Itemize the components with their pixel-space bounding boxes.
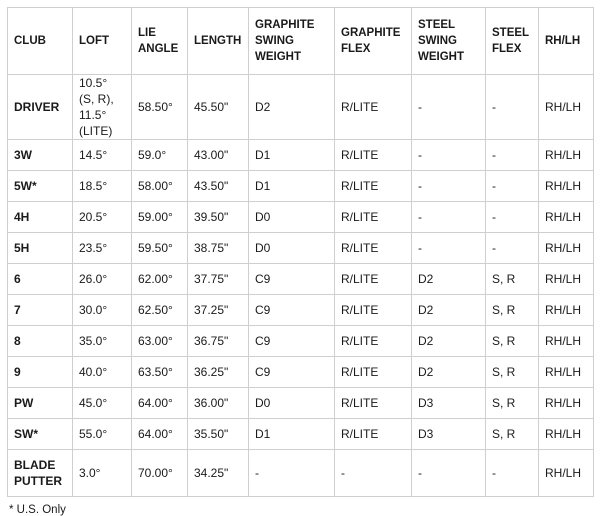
cell-club: SW* (8, 419, 73, 450)
table-row (8, 295, 594, 326)
cell-rh-lh: RH/LH (539, 171, 594, 202)
cell-length: 43.00" (188, 140, 249, 171)
cell-graphite-swing-weight: C9 (249, 264, 335, 295)
cell-steel-flex: - (486, 233, 539, 264)
cell-rh-lh: RH/LH (539, 326, 594, 357)
cell-steel-flex: S, R (486, 419, 539, 450)
cell-loft: 26.0° (73, 264, 132, 295)
footnote: * U.S. Only (9, 504, 66, 516)
cell-lie-angle: 70.00° (132, 450, 188, 497)
cell-graphite-swing-weight: - (249, 450, 335, 497)
cell-loft: 18.5° (73, 171, 132, 202)
cell-rh-lh: RH/LH (539, 202, 594, 233)
cell-rh-lh: RH/LH (539, 75, 594, 140)
cell-graphite-swing-weight: D0 (249, 202, 335, 233)
cell-steel-swing-weight: - (412, 202, 486, 233)
cell-length: 36.75" (188, 326, 249, 357)
cell-rh-lh: RH/LH (539, 264, 594, 295)
cell-graphite-swing-weight: D1 (249, 171, 335, 202)
cell-steel-swing-weight: - (412, 450, 486, 497)
club-specs-table (7, 7, 594, 497)
table-row (8, 264, 594, 295)
cell-rh-lh: RH/LH (539, 357, 594, 388)
cell-club: BLADE PUTTER (8, 450, 73, 497)
cell-lie-angle: 63.50° (132, 357, 188, 388)
cell-steel-swing-weight: - (412, 140, 486, 171)
cell-loft: 10.5° (S, R), 11.5° (LITE) (73, 75, 132, 140)
cell-lie-angle: 64.00° (132, 388, 188, 419)
cell-steel-flex: - (486, 202, 539, 233)
cell-graphite-flex: R/LITE (335, 140, 412, 171)
cell-steel-flex: - (486, 140, 539, 171)
cell-club: DRIVER (8, 75, 73, 140)
header-length: LENGTH (188, 8, 249, 75)
cell-graphite-swing-weight: D0 (249, 388, 335, 419)
cell-lie-angle: 64.00° (132, 419, 188, 450)
cell-lie-angle: 58.50° (132, 75, 188, 140)
header-steel-swing-weight: STEEL SWING WEIGHT (412, 8, 486, 75)
cell-length: 36.00" (188, 388, 249, 419)
cell-steel-swing-weight: - (412, 171, 486, 202)
cell-graphite-swing-weight: D0 (249, 233, 335, 264)
cell-graphite-swing-weight: C9 (249, 357, 335, 388)
cell-graphite-flex: R/LITE (335, 171, 412, 202)
cell-steel-swing-weight: D3 (412, 388, 486, 419)
cell-club: 5W* (8, 171, 73, 202)
cell-club: 3W (8, 140, 73, 171)
cell-steel-flex: - (486, 75, 539, 140)
cell-steel-flex: S, R (486, 326, 539, 357)
cell-loft: 35.0° (73, 326, 132, 357)
cell-graphite-flex: R/LITE (335, 419, 412, 450)
header-club: CLUB (8, 8, 73, 75)
cell-graphite-swing-weight: D1 (249, 140, 335, 171)
cell-steel-swing-weight: D3 (412, 419, 486, 450)
cell-lie-angle: 59.0° (132, 140, 188, 171)
cell-lie-angle: 58.00° (132, 171, 188, 202)
table-row (8, 75, 594, 140)
cell-loft: 55.0° (73, 419, 132, 450)
header-steel-flex: STEEL FLEX (486, 8, 539, 75)
cell-lie-angle: 62.00° (132, 264, 188, 295)
header-row (8, 8, 594, 75)
cell-steel-flex: - (486, 450, 539, 497)
cell-steel-swing-weight: D2 (412, 326, 486, 357)
cell-length: 34.25" (188, 450, 249, 497)
cell-loft: 40.0° (73, 357, 132, 388)
cell-length: 45.50" (188, 75, 249, 140)
cell-graphite-flex: R/LITE (335, 264, 412, 295)
cell-graphite-flex: R/LITE (335, 75, 412, 140)
cell-steel-flex: S, R (486, 295, 539, 326)
cell-steel-flex: S, R (486, 357, 539, 388)
table-row (8, 450, 594, 497)
cell-steel-flex: S, R (486, 264, 539, 295)
cell-club: 6 (8, 264, 73, 295)
cell-length: 36.25" (188, 357, 249, 388)
cell-loft: 23.5° (73, 233, 132, 264)
cell-club: 5H (8, 233, 73, 264)
cell-club: 4H (8, 202, 73, 233)
table-row (8, 233, 594, 264)
table-row (8, 140, 594, 171)
cell-graphite-flex: R/LITE (335, 202, 412, 233)
cell-steel-flex: S, R (486, 388, 539, 419)
cell-steel-swing-weight: D2 (412, 264, 486, 295)
cell-loft: 20.5° (73, 202, 132, 233)
table-row (8, 202, 594, 233)
cell-graphite-flex: R/LITE (335, 295, 412, 326)
header-rh-lh: RH/LH (539, 8, 594, 75)
cell-length: 43.50" (188, 171, 249, 202)
cell-graphite-flex: R/LITE (335, 233, 412, 264)
cell-graphite-swing-weight: D2 (249, 75, 335, 140)
table-row (8, 357, 594, 388)
table-row (8, 171, 594, 202)
cell-rh-lh: RH/LH (539, 140, 594, 171)
cell-length: 35.50" (188, 419, 249, 450)
cell-lie-angle: 59.00° (132, 202, 188, 233)
header-loft: LOFT (73, 8, 132, 75)
cell-graphite-swing-weight: C9 (249, 326, 335, 357)
cell-lie-angle: 63.00° (132, 326, 188, 357)
cell-steel-swing-weight: - (412, 75, 486, 140)
header-graphite-swing-weight: GRAPHITE SWING WEIGHT (249, 8, 335, 75)
cell-graphite-flex: R/LITE (335, 357, 412, 388)
cell-steel-swing-weight: - (412, 233, 486, 264)
cell-lie-angle: 62.50° (132, 295, 188, 326)
cell-rh-lh: RH/LH (539, 450, 594, 497)
cell-steel-swing-weight: D2 (412, 295, 486, 326)
header-lie-angle: LIE ANGLE (132, 8, 188, 75)
cell-graphite-swing-weight: D1 (249, 419, 335, 450)
cell-graphite-flex: R/LITE (335, 388, 412, 419)
table-row (8, 326, 594, 357)
cell-graphite-flex: R/LITE (335, 326, 412, 357)
cell-club: 8 (8, 326, 73, 357)
cell-club: 9 (8, 357, 73, 388)
cell-loft: 14.5° (73, 140, 132, 171)
header-graphite-flex: GRAPHITE FLEX (335, 8, 412, 75)
cell-lie-angle: 59.50° (132, 233, 188, 264)
cell-club: PW (8, 388, 73, 419)
cell-club: 7 (8, 295, 73, 326)
cell-steel-flex: - (486, 171, 539, 202)
cell-loft: 45.0° (73, 388, 132, 419)
cell-graphite-flex: - (335, 450, 412, 497)
cell-loft: 3.0° (73, 450, 132, 497)
cell-steel-swing-weight: D2 (412, 357, 486, 388)
cell-loft: 30.0° (73, 295, 132, 326)
cell-rh-lh: RH/LH (539, 388, 594, 419)
cell-rh-lh: RH/LH (539, 295, 594, 326)
cell-length: 37.25" (188, 295, 249, 326)
cell-rh-lh: RH/LH (539, 233, 594, 264)
cell-rh-lh: RH/LH (539, 419, 594, 450)
cell-length: 38.75" (188, 233, 249, 264)
cell-length: 39.50" (188, 202, 249, 233)
cell-graphite-swing-weight: C9 (249, 295, 335, 326)
cell-length: 37.75" (188, 264, 249, 295)
table-row (8, 419, 594, 450)
table-row (8, 388, 594, 419)
